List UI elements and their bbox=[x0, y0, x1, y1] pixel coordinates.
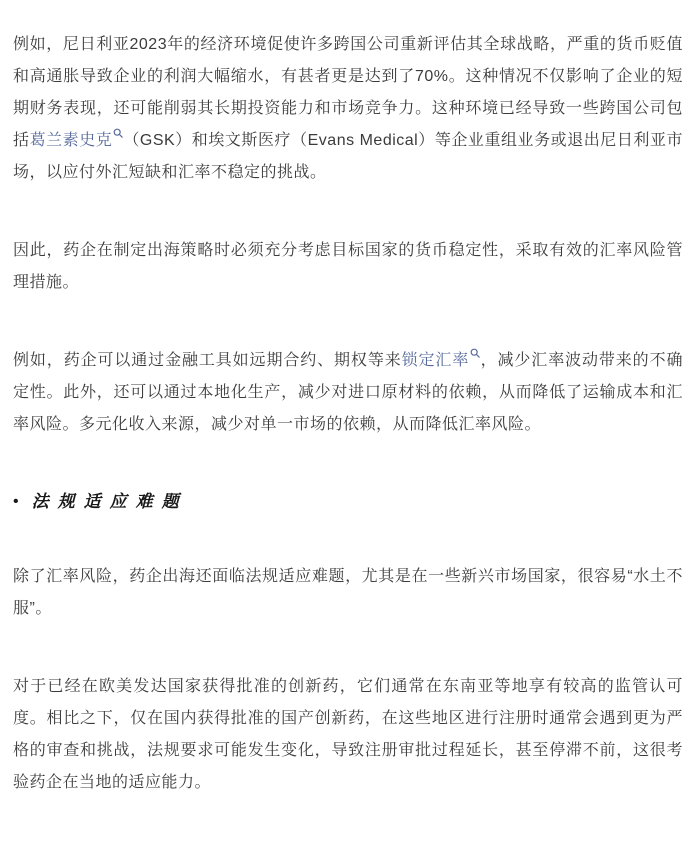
paragraph-hedging bbox=[13, 345, 683, 441]
paragraph-regulation-detail bbox=[13, 671, 683, 799]
paragraph-text: 因此，药企在制定出海策略时必须充分考虑目标国家的货币稳定性，采取有效的汇率风险管理措施。 bbox=[13, 242, 683, 291]
entity-link-label: 葛兰素史克 bbox=[29, 132, 113, 149]
paragraph-text: 例如，药企可以通过金融工具如远期合约、期权等来 bbox=[13, 352, 402, 369]
section-heading-label: 法规适应难题 bbox=[31, 492, 188, 511]
section-heading-regulation bbox=[13, 487, 683, 517]
paragraph-strategy bbox=[13, 235, 683, 299]
search-icon bbox=[113, 128, 123, 138]
paragraph-text: 例如，尼日利亚2023年的经济环境促使许多跨国公司重新评估其全球战略，严重的货币贬值和高通胀导致企业的利润大幅缩水，有甚者更是达到了70%。这种情况不仅影响了企业的短期财务表现，还可能削弱其长期投资能力和市场竞争力。这种环境已经导致一些跨国公司包括 bbox=[13, 36, 683, 149]
paragraph-text: （GSK）和埃文斯医疗（Evans Medical）等企业重组业务或退出尼日利亚市场，以应付外汇短缺和汇率不稳定的挑战。 bbox=[13, 132, 683, 181]
paragraph-currency-example bbox=[13, 29, 683, 189]
paragraph-text: 除了汇率风险，药企出海还面临法规适应难题，尤其是在一些新兴市场国家，很容易“水土不服”。 bbox=[13, 568, 683, 617]
entity-link-gsk[interactable] bbox=[30, 132, 124, 149]
search-icon bbox=[470, 348, 480, 358]
paragraph-text: 对于已经在欧美发达国家获得批准的创新药，它们通常在东南亚等地享有较高的监管认可度。相比之下，仅在国内获得批准的国产创新药，在这些地区进行注册时通常会遇到更为严格的审查和挑战，法规要求可能发生变化，导致注册审批过程延长，甚至停滞不前，这很考验药企在当地的适应能力。 bbox=[13, 678, 683, 791]
entity-link-label: 锁定汇率 bbox=[401, 352, 470, 369]
bullet-icon: • bbox=[13, 493, 19, 510]
paragraph-regulation-intro bbox=[13, 561, 683, 625]
entity-link-lock-exchange-rate[interactable] bbox=[402, 352, 481, 369]
paragraph-text: ，减少汇率波动带来的不确定性。此外，还可以通过本地化生产，减少对进口原材料的依赖，从而降低了运输成本和汇率风险。多元化收入来源，减少对单一市场的依赖，从而降低汇率风险。 bbox=[13, 352, 683, 433]
